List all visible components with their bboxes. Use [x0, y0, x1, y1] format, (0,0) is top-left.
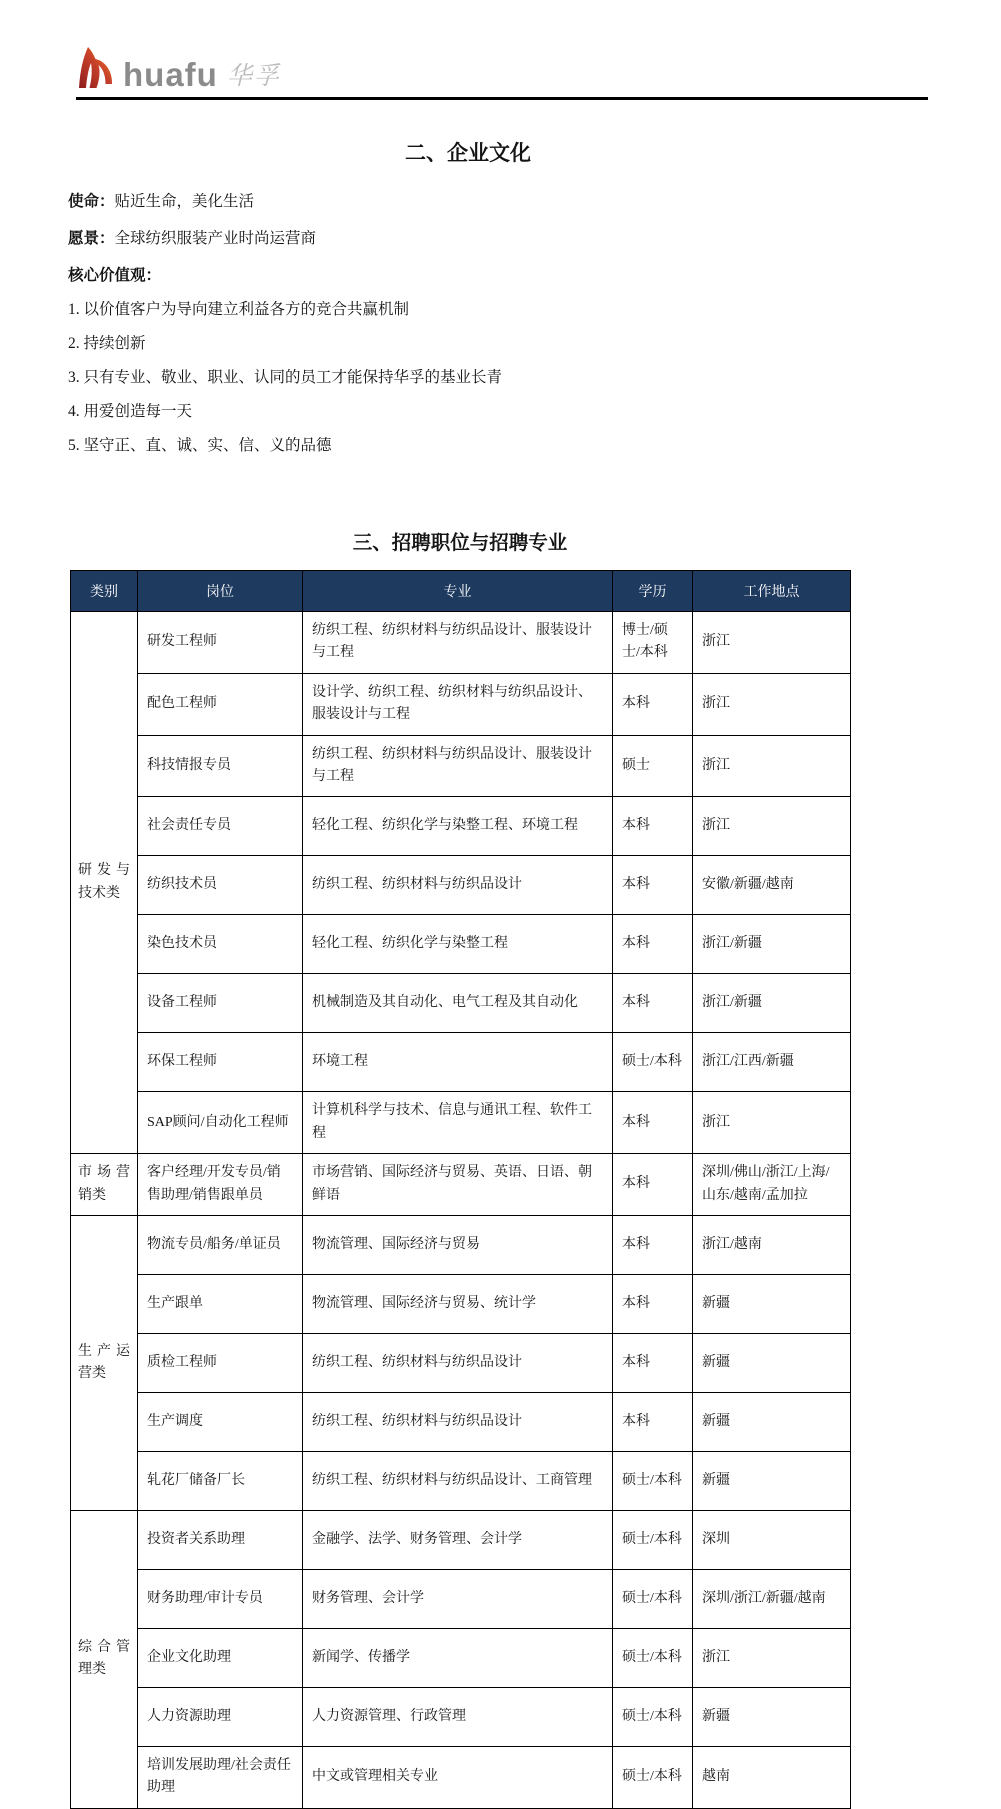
major-cell: 纺织工程、纺织材料与纺织品设计、服装设计与工程	[303, 735, 613, 797]
header-cell-position: 岗位	[138, 571, 303, 612]
table-row	[71, 797, 851, 856]
position-cell: 客户经理/开发专员/销售助理/销售跟单员	[138, 1154, 303, 1216]
position-cell: 投资者关系助理	[138, 1510, 303, 1569]
location-cell: 新疆	[693, 1687, 851, 1746]
position-cell: 科技情报专员	[138, 735, 303, 797]
degree-cell: 本科	[613, 856, 693, 915]
degree-cell: 本科	[613, 1392, 693, 1451]
degree-cell: 硕士/本科	[613, 1746, 693, 1808]
position-cell: 培训发展助理/社会责任助理	[138, 1746, 303, 1808]
category-cell: 研发与技术类	[71, 612, 138, 1154]
table-row	[71, 856, 851, 915]
table-row	[71, 915, 851, 974]
major-cell: 纺织工程、纺织材料与纺织品设计、服装设计与工程	[303, 612, 613, 674]
header-cell-degree: 学历	[613, 571, 693, 612]
huafu-swoosh-icon	[76, 46, 114, 90]
recruit-table-header	[71, 571, 851, 612]
culture-section	[68, 140, 880, 458]
table-row	[71, 673, 851, 735]
degree-cell: 本科	[613, 974, 693, 1033]
major-cell: 纺织工程、纺织材料与纺织品设计	[303, 1392, 613, 1451]
degree-cell: 本科	[613, 915, 693, 974]
vision-line	[68, 227, 880, 251]
major-cell: 物流管理、国际经济与贸易	[303, 1215, 613, 1274]
major-cell: 纺织工程、纺织材料与纺织品设计、工商管理	[303, 1451, 613, 1510]
major-cell: 人力资源管理、行政管理	[303, 1687, 613, 1746]
mission-text: 贴近生命，美化生活	[114, 193, 255, 210]
major-cell: 中文或管理相关专业	[303, 1746, 613, 1808]
header-cell-major: 专业	[303, 571, 613, 612]
major-cell: 市场营销、国际经济与贸易、英语、日语、朝鲜语	[303, 1154, 613, 1216]
location-cell: 深圳	[693, 1510, 851, 1569]
header-cell-category: 类别	[71, 571, 138, 612]
table-row	[71, 1033, 851, 1092]
major-cell: 纺织工程、纺织材料与纺织品设计	[303, 1333, 613, 1392]
degree-cell: 硕士/本科	[613, 1033, 693, 1092]
location-cell: 越南	[693, 1746, 851, 1808]
location-cell: 浙江	[693, 797, 851, 856]
degree-cell: 本科	[613, 1274, 693, 1333]
location-cell: 新疆	[693, 1451, 851, 1510]
degree-cell: 本科	[613, 1333, 693, 1392]
table-row	[71, 1628, 851, 1687]
location-cell: 安徽/新疆/越南	[693, 856, 851, 915]
table-row	[71, 1333, 851, 1392]
location-cell: 浙江/新疆	[693, 974, 851, 1033]
major-cell: 机械制造及其自动化、电气工程及其自动化	[303, 974, 613, 1033]
recruit-table	[70, 570, 851, 1809]
table-row	[71, 1215, 851, 1274]
position-cell: 环保工程师	[138, 1033, 303, 1092]
table-row	[71, 1510, 851, 1569]
major-cell: 轻化工程、纺织化学与染整工程、环境工程	[303, 797, 613, 856]
table-row	[71, 735, 851, 797]
vision-label: 愿景：	[68, 230, 115, 247]
table-row	[71, 1451, 851, 1510]
position-cell: 企业文化助理	[138, 1628, 303, 1687]
header-cell-location: 工作地点	[693, 571, 851, 612]
degree-cell: 本科	[613, 1154, 693, 1216]
vision-text: 全球纺织服装产业时尚运营商	[114, 230, 317, 247]
table-row	[71, 1392, 851, 1451]
degree-cell: 硕士/本科	[613, 1569, 693, 1628]
location-cell: 新疆	[693, 1333, 851, 1392]
location-cell: 浙江/新疆	[693, 915, 851, 974]
degree-cell: 博士/硕士/本科	[613, 612, 693, 674]
recruit-section	[70, 530, 870, 1809]
mission-label: 使命：	[68, 193, 115, 210]
location-cell: 浙江	[693, 1628, 851, 1687]
location-cell: 新疆	[693, 1274, 851, 1333]
value-item: 3. 只有专业、敬业、职业、认同的员工才能保持华孚的基业长青	[68, 369, 503, 386]
table-row	[71, 1154, 851, 1216]
degree-cell: 本科	[613, 1215, 693, 1274]
major-cell: 环境工程	[303, 1033, 613, 1092]
position-cell: SAP顾问/自动化工程师	[138, 1092, 303, 1154]
degree-cell: 硕士/本科	[613, 1687, 693, 1746]
brand-name-chinese: 华孚	[226, 61, 281, 90]
value-item: 2. 持续创新	[68, 335, 146, 352]
degree-cell: 本科	[613, 797, 693, 856]
table-row	[71, 1746, 851, 1808]
major-cell: 计算机科学与技术、信息与通讯工程、软件工程	[303, 1092, 613, 1154]
position-cell: 质检工程师	[138, 1333, 303, 1392]
position-cell: 财务助理/审计专员	[138, 1569, 303, 1628]
major-cell: 物流管理、国际经济与贸易、统计学	[303, 1274, 613, 1333]
degree-cell: 本科	[613, 673, 693, 735]
location-cell: 深圳/佛山/浙江/上海/山东/越南/孟加拉	[693, 1154, 851, 1216]
position-cell: 生产调度	[138, 1392, 303, 1451]
values-label: 核心价值观：	[68, 267, 162, 284]
location-cell: 浙江	[693, 673, 851, 735]
degree-cell: 硕士/本科	[613, 1451, 693, 1510]
value-item: 5. 坚守正、直、诚、实、信、义的品德	[68, 437, 332, 454]
header-row	[71, 571, 851, 612]
table-row	[71, 1569, 851, 1628]
major-cell: 纺织工程、纺织材料与纺织品设计	[303, 856, 613, 915]
position-cell: 轧花厂储备厂长	[138, 1451, 303, 1510]
position-cell: 设备工程师	[138, 974, 303, 1033]
location-cell: 新疆	[693, 1392, 851, 1451]
location-cell: 深圳/浙江/新疆/越南	[693, 1569, 851, 1628]
culture-title: 二、企业文化	[405, 142, 531, 165]
degree-cell: 硕士/本科	[613, 1510, 693, 1569]
location-cell: 浙江	[693, 735, 851, 797]
table-row	[71, 1092, 851, 1154]
position-cell: 纺织技术员	[138, 856, 303, 915]
location-cell: 浙江	[693, 1092, 851, 1154]
major-cell: 金融学、法学、财务管理、会计学	[303, 1510, 613, 1569]
location-cell: 浙江/越南	[693, 1215, 851, 1274]
category-cell: 生产运营类	[71, 1215, 138, 1510]
location-cell: 浙江	[693, 612, 851, 674]
degree-cell: 硕士/本科	[613, 1628, 693, 1687]
position-cell: 物流专员/船务/单证员	[138, 1215, 303, 1274]
major-cell: 轻化工程、纺织化学与染整工程	[303, 915, 613, 974]
recruit-table-body	[71, 612, 851, 1809]
position-cell: 染色技术员	[138, 915, 303, 974]
brand-name-latin: huafu	[123, 56, 218, 94]
position-cell: 人力资源助理	[138, 1687, 303, 1746]
degree-cell: 本科	[613, 1092, 693, 1154]
table-row	[71, 974, 851, 1033]
mission-line	[68, 190, 880, 214]
value-item: 4. 用爱创造每一天	[68, 403, 193, 420]
category-cell: 市场营销类	[71, 1154, 138, 1216]
position-cell: 配色工程师	[138, 673, 303, 735]
table-row	[71, 1687, 851, 1746]
position-cell: 社会责任专员	[138, 797, 303, 856]
value-item: 1. 以价值客户为导向建立利益各方的竞合共赢机制	[68, 301, 410, 318]
major-cell: 财务管理、会计学	[303, 1569, 613, 1628]
table-row	[71, 612, 851, 674]
company-logo	[76, 46, 281, 94]
recruit-title: 三、招聘职位与招聘专业	[352, 532, 568, 554]
position-cell: 生产跟单	[138, 1274, 303, 1333]
major-cell: 新闻学、传播学	[303, 1628, 613, 1687]
table-row	[71, 1274, 851, 1333]
degree-cell: 硕士	[613, 735, 693, 797]
location-cell: 浙江/江西/新疆	[693, 1033, 851, 1092]
category-cell: 综合管理类	[71, 1510, 138, 1808]
position-cell: 研发工程师	[138, 612, 303, 674]
major-cell: 设计学、纺织工程、纺织材料与纺织品设计、服装设计与工程	[303, 673, 613, 735]
header-rule	[76, 97, 928, 100]
